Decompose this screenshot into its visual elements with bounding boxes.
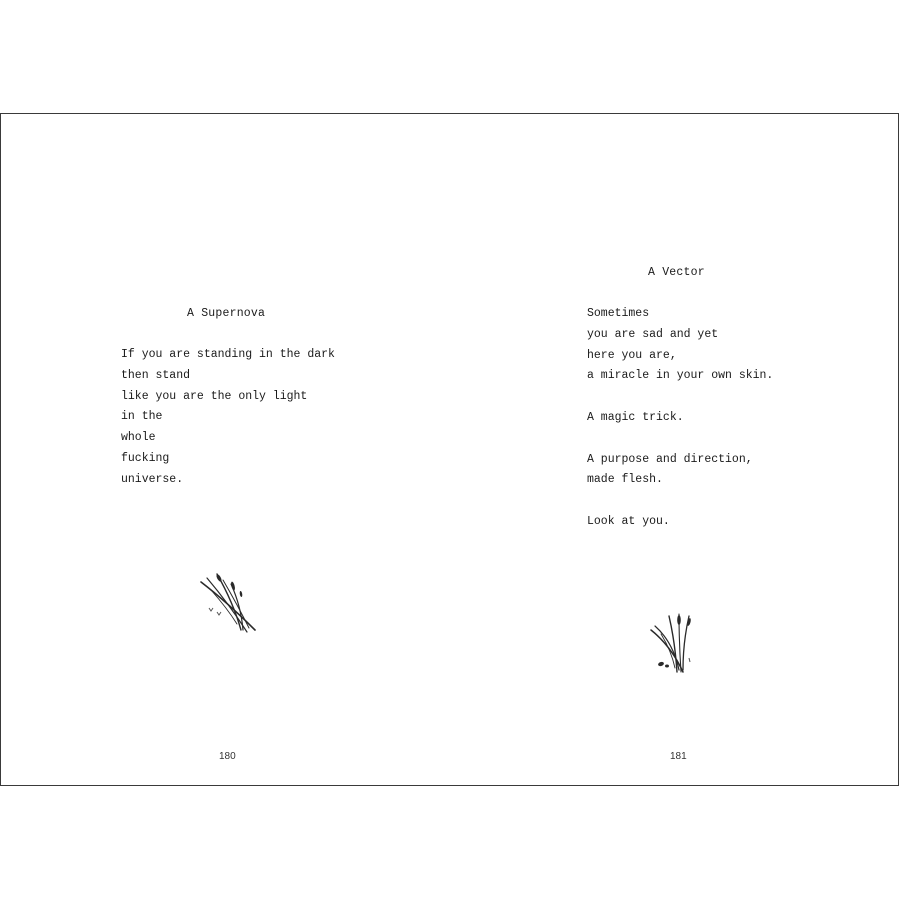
poem-line: A purpose and direction, [587,452,753,466]
poem-line: A magic trick. [587,410,684,424]
poem-line: fucking [121,451,170,465]
right-poem-title: A Vector [648,266,705,279]
poem-line: here you are, [587,348,677,362]
poem-line: universe. [121,472,184,486]
page-number: 180 [219,751,236,762]
poem-line: you are sad and yet [587,327,719,341]
poem-line: like you are the only light [121,389,308,403]
poem-line: If you are standing in the dark [121,348,335,361]
right-poem-body [587,304,773,533]
poem-line: in the [121,410,163,424]
left-page [1,114,451,785]
poem-line: then stand [121,368,191,382]
left-poem-title: A Supernova [187,307,266,320]
poem-line: a miracle in your own skin. [587,369,774,383]
stanza-break [587,387,773,408]
poem-line: Sometimes [587,307,650,320]
page-number: 181 [670,751,687,762]
poem-line: made flesh. [587,473,663,487]
poem-line: Look at you. [587,514,670,528]
stanza-break [587,429,773,450]
reed-grass-icon [649,612,697,674]
poem-line: whole [121,431,156,445]
reed-grass-icon [197,572,261,636]
left-poem-body [121,345,335,491]
right-page [451,114,900,785]
book-spread [0,113,899,786]
stanza-break [587,491,773,512]
